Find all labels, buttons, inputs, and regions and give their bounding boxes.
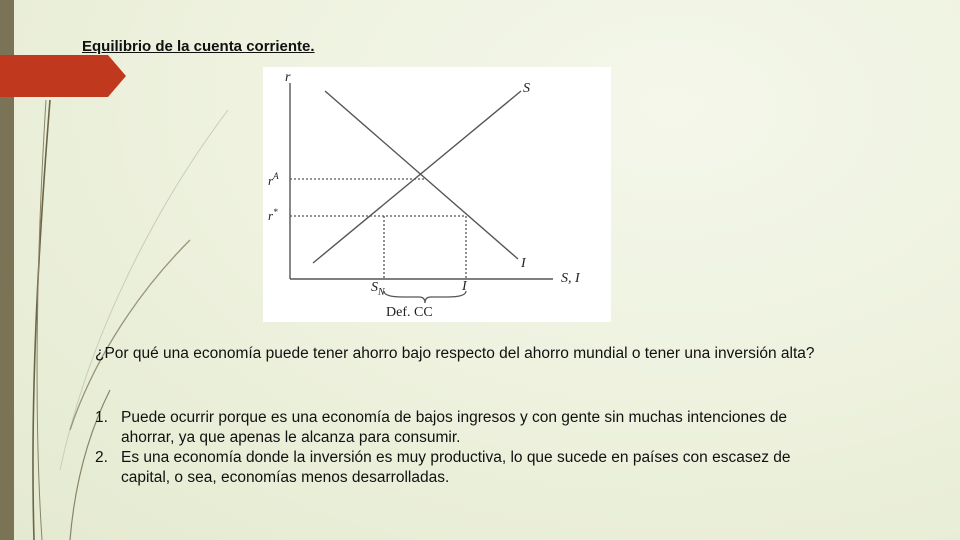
list-text: Puede ocurrir porque es una economía de bajos ingresos y con gente sin muchas intenciones de ahorrar, ya que apenas le alcanza para consumir. (121, 409, 788, 446)
list-number: 2. (95, 449, 108, 466)
curve-s-label: S (523, 81, 530, 96)
savings-curve (313, 91, 521, 263)
current-account-diagram (263, 67, 611, 322)
investment-curve (325, 91, 518, 259)
r-world-label: r* (268, 207, 278, 223)
r-autarky-label: $r^A$ (268, 171, 279, 188)
deficit-brace (384, 291, 466, 303)
curve-i-label: I (521, 256, 526, 271)
sn-label: $S_N$ (371, 280, 385, 298)
slide-title: Equilibrio de la cuenta corriente. (82, 38, 315, 55)
y-axis-label: r (285, 70, 291, 85)
list-item (95, 448, 825, 488)
brace-label: Def. CC (386, 305, 433, 320)
x-axis-label: S, I (561, 271, 580, 286)
answer-list (95, 408, 825, 488)
list-text: Es una economía donde la inversión es muy productiva, lo que sucede en países con escasez de capital, o sea, economías menos desarrolladas. (121, 449, 791, 486)
accent-arrow-tab (0, 55, 126, 97)
i-tick-label: I (462, 279, 467, 294)
list-item (95, 408, 825, 448)
question-text: ¿Por qué una economía puede tener ahorro bajo respecto del ahorro mundial o tener una inversión alta? (95, 345, 815, 362)
list-number: 1. (95, 409, 108, 426)
